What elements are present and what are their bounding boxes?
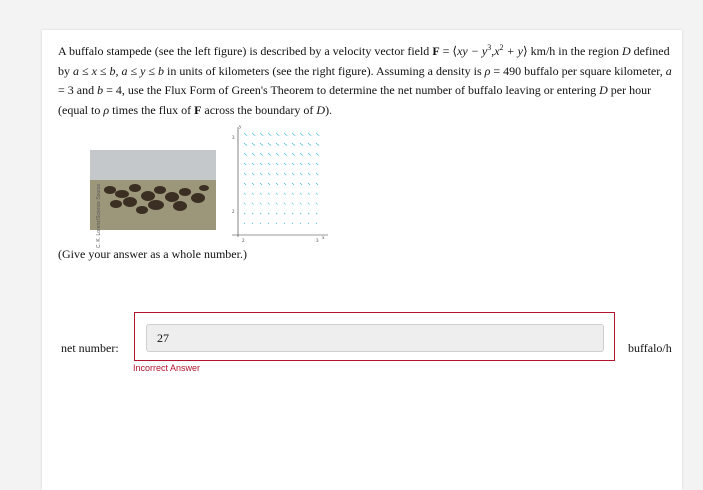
buffalo-stampede-photo	[90, 150, 216, 248]
field-arrow	[284, 193, 286, 195]
field-arrow	[244, 203, 246, 204]
unit-label: buffalo/h	[628, 341, 672, 355]
field-arrow	[292, 183, 294, 185]
field-arrow	[300, 183, 302, 185]
field-arrow	[252, 193, 254, 195]
field-arrow	[252, 223, 253, 224]
field-arrow	[276, 143, 279, 146]
field-arrow	[268, 203, 270, 204]
field-arrow	[276, 163, 278, 165]
field-arrow	[316, 163, 318, 165]
field-arrow	[308, 163, 310, 165]
field-arrow	[260, 143, 263, 146]
field-arrow	[284, 203, 286, 204]
field-arrow	[276, 213, 277, 214]
net-number-input[interactable]	[146, 324, 604, 352]
vector-field-plot	[230, 125, 330, 244]
field-arrow	[300, 203, 302, 204]
field-arrow	[316, 143, 319, 146]
field-arrow	[268, 143, 271, 146]
field-arrow	[300, 193, 302, 195]
field-arrow	[276, 203, 278, 204]
axis-x-label: x	[322, 236, 325, 241]
field-arrow	[252, 163, 254, 165]
field-arrow	[300, 133, 303, 136]
field-arrow	[316, 173, 318, 175]
question-card	[42, 30, 682, 490]
field-arrow	[276, 173, 278, 175]
field-arrow	[292, 213, 293, 214]
field-arrow	[308, 183, 310, 185]
field-arrow	[284, 133, 287, 136]
field-arrow	[292, 163, 294, 165]
field-arrow	[300, 163, 302, 165]
tick-x-right: 3	[316, 239, 319, 244]
field-arrow	[260, 183, 262, 185]
field-arrow	[316, 153, 319, 155]
field-arrow	[252, 203, 254, 204]
field-arrow	[260, 193, 262, 195]
field-arrow	[252, 133, 255, 136]
field-arrow	[284, 173, 286, 175]
field-arrow	[260, 213, 261, 214]
field-arrow	[268, 173, 270, 175]
field-arrow	[284, 163, 286, 165]
axis-y-label: y	[239, 125, 242, 130]
field-arrow	[308, 133, 311, 136]
field-arrow	[252, 173, 254, 175]
field-arrow	[300, 213, 301, 214]
field-arrow	[244, 143, 247, 146]
field-arrow	[292, 203, 294, 204]
field-arrow	[316, 213, 317, 214]
field-arrow	[244, 213, 245, 214]
field-arrow	[244, 223, 245, 224]
field-arrow	[244, 193, 246, 195]
field-arrow	[316, 183, 318, 185]
field-arrow	[252, 143, 255, 146]
field-arrow	[276, 133, 279, 136]
field-arrow	[260, 223, 261, 224]
tick-y-top: 3	[232, 136, 235, 141]
field-arrow	[260, 133, 263, 136]
field-arrow	[300, 143, 303, 146]
field-arrow	[252, 213, 253, 214]
field-arrow	[260, 173, 262, 175]
field-arrow	[308, 153, 311, 155]
field-arrow	[252, 183, 254, 185]
net-number-label: net number:	[61, 341, 119, 355]
field-arrow	[308, 203, 310, 204]
field-arrow	[252, 153, 255, 155]
field-arrow	[244, 173, 246, 175]
field-arrow	[276, 183, 278, 185]
answer-hint: (Give your answer as a whole number.)	[58, 247, 247, 261]
buffalo-herd-image	[90, 150, 216, 230]
field-arrow	[308, 213, 309, 214]
field-arrow	[292, 153, 295, 155]
field-arrow	[292, 173, 294, 175]
field-arrow	[308, 173, 310, 175]
field-arrow	[284, 143, 287, 146]
photo-credit: C. K. Lorenz/Science Source	[96, 183, 102, 248]
field-arrow	[300, 173, 302, 175]
question-text: A buffalo stampede (see the left figure) is described by a velocity vector field F = ⟨xy − $y^3,x^2$ + y⟩ km/h in the region D defined by a ≤ x ≤ b, a ≤ y ≤ b in units of kilometers (see the right figure). Assuming a density is ρ = 490 buffalo per square kilometer, a = 3 and b = 4, use the Flux Form of Green's Theorem to determine the net number of buffalo leaving or entering D per hour (equal to ρ times the flux of F across the boundary of D).	[58, 43, 672, 117]
field-arrow	[308, 143, 311, 146]
tick-y-bottom: 2	[232, 210, 235, 215]
field-arrow	[260, 203, 262, 204]
field-arrow	[276, 153, 279, 155]
field-arrow	[292, 193, 294, 195]
field-arrow	[316, 223, 317, 224]
field-arrow	[276, 193, 278, 195]
field-arrow	[268, 193, 270, 195]
field-arrow	[244, 133, 247, 136]
field-arrow	[244, 163, 246, 165]
field-arrow	[316, 203, 318, 204]
field-arrow	[276, 223, 277, 224]
question-figures	[90, 125, 330, 248]
field-arrow	[284, 213, 285, 214]
field-arrow	[292, 223, 293, 224]
field-arrow	[268, 223, 269, 224]
field-arrow	[292, 133, 295, 136]
field-arrow	[300, 223, 301, 224]
tick-x-left: 2	[242, 239, 245, 244]
field-arrow	[268, 133, 271, 136]
field-arrow	[308, 223, 309, 224]
field-arrow	[268, 163, 270, 165]
field-arrow	[284, 183, 286, 185]
field-arrow	[284, 223, 285, 224]
field-arrow	[284, 153, 287, 155]
field-arrow	[244, 153, 247, 155]
field-arrow	[316, 133, 319, 136]
field-arrow	[308, 193, 310, 195]
answer-box	[134, 312, 615, 361]
field-arrow	[260, 163, 262, 165]
field-arrow	[244, 183, 246, 185]
incorrect-answer-message: Incorrect Answer	[133, 363, 201, 373]
field-arrow	[260, 153, 263, 155]
field-arrow	[292, 143, 295, 146]
field-arrow	[316, 193, 318, 195]
field-arrow	[268, 183, 270, 185]
field-arrow	[268, 213, 269, 214]
field-arrow	[300, 153, 303, 155]
field-arrow	[268, 153, 271, 155]
